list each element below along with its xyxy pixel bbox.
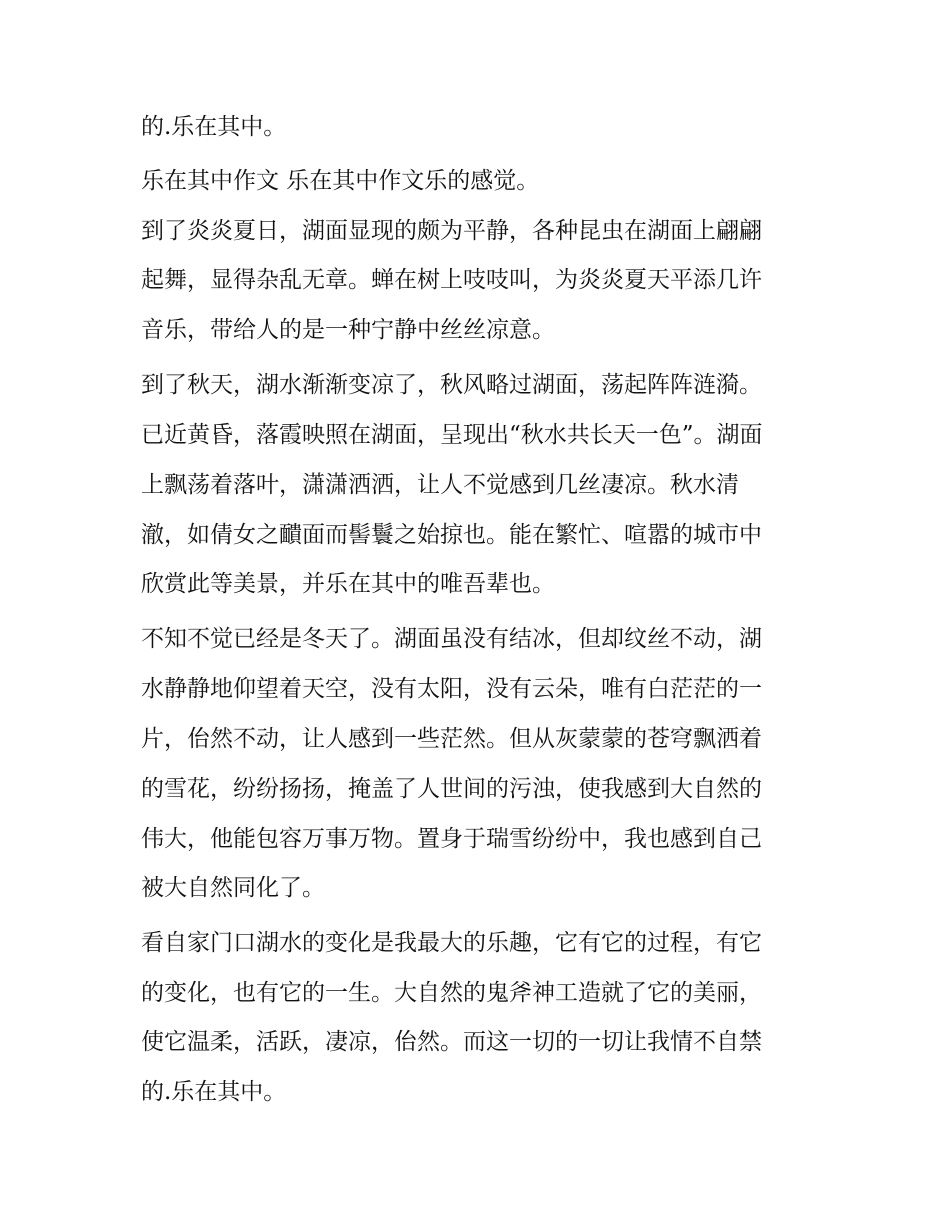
text-line: 澈，如倩女之靧面而髻鬟之始掠也。能在繁忙、喧嚣的城市中	[141, 522, 762, 548]
text-line: 的.乐在其中。	[141, 1079, 287, 1105]
text-line: 被大自然同化了。	[141, 875, 325, 901]
text-line: 到了炎炎夏日，湖面显现的颇为平静，各种昆虫在湖面上翩翩	[141, 218, 762, 244]
text-line: 欣赏此等美景，并乐在其中的唯吾辈也。	[141, 571, 555, 597]
text-line: 水静静地仰望着天空，没有太阳，没有云朵，唯有白茫茫的一	[141, 676, 762, 702]
text-line: 片，佁然不动，让人感到一些茫然。但从灰蒙蒙的苍穹飘洒着	[141, 726, 762, 752]
text-line: 音乐，带给人的是一种宁静中丝丝凉意。	[141, 317, 555, 343]
text-line: 的变化，也有它的一生。大自然的鬼斧神工造就了它的美丽，	[141, 980, 762, 1006]
text-line: 伟大，他能包容万事万物。置身于瑞雪纷纷中，我也感到自己	[141, 826, 762, 852]
text-line: 不知不觉已经是冬天了。湖面虽没有结冰，但却纹丝不动，湖	[141, 626, 762, 652]
text-line: 已近黄昏，落霞映照在湖面，呈现出“秋水共长天一色”。湖面	[141, 422, 763, 448]
text-line: 使它温柔，活跃，凄凉，佁然。而这一切的一切让我情不自禁	[141, 1029, 762, 1055]
text-line: 到了秋天，湖水渐渐变凉了，秋风略过湖面，荡起阵阵涟漪。	[141, 372, 762, 398]
text-line: 看自家门口湖水的变化是我最大的乐趣，它有它的过程，有它	[141, 930, 762, 956]
text-line: 上飘荡着落叶，潇潇洒洒，让人不觉感到几丝凄凉。秋水清	[141, 472, 739, 498]
text-line: 起舞，显得杂乱无章。蝉在树上吱吱叫，为炎炎夏天平添几许	[141, 267, 762, 293]
text-line: 乐在其中作文 乐在其中作文乐的感觉。	[141, 168, 540, 194]
text-line: 的.乐在其中。	[141, 114, 287, 140]
text-line: 的雪花，纷纷扬扬，掩盖了人世间的污浊，使我感到大自然的	[141, 776, 762, 802]
